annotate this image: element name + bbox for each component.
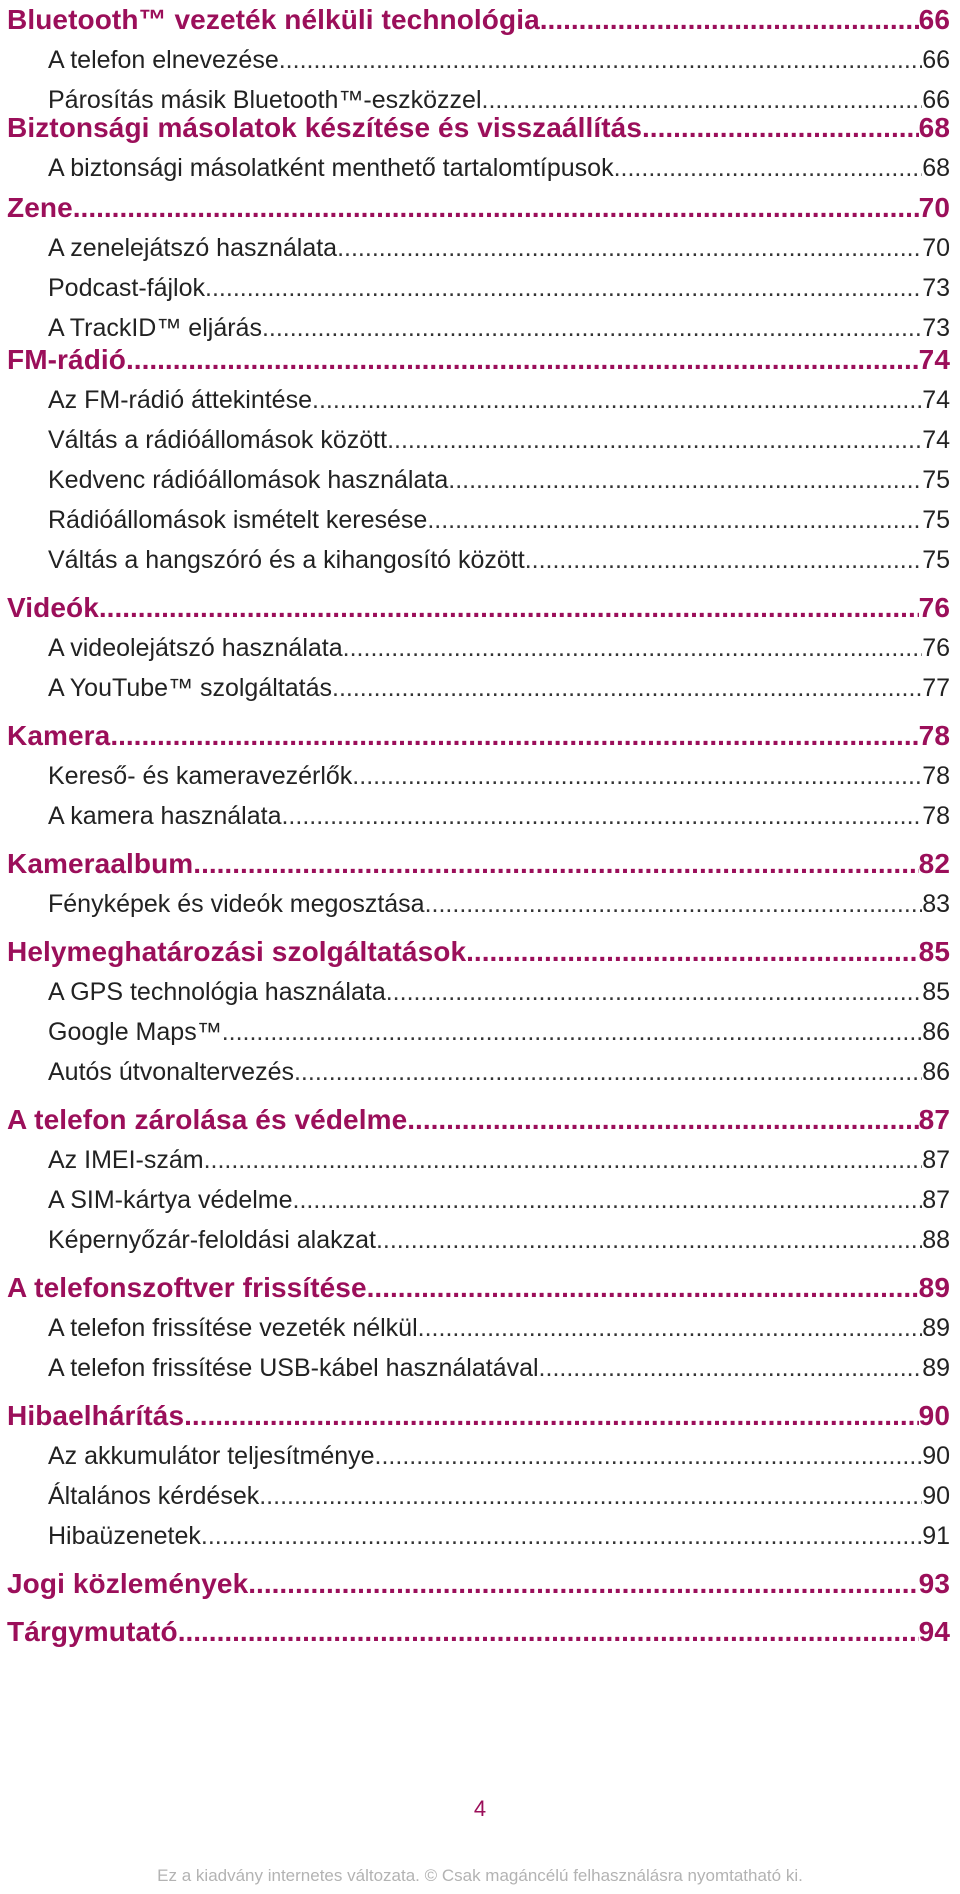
toc-chapter-entry[interactable]	[7, 1100, 950, 1140]
toc-entry-page: 83	[922, 890, 950, 918]
toc-entry-title: Jogi közlemények	[7, 1568, 249, 1599]
toc-entry-title: Váltás a hangszóró és a kihangosító között	[48, 546, 525, 574]
toc-entry-title: Kameraalbum	[7, 848, 194, 879]
toc-entry-page: 66	[918, 4, 950, 35]
toc-entry-page: 85	[918, 936, 950, 967]
dot-leader	[448, 460, 922, 500]
toc-section-entry[interactable]	[7, 668, 950, 708]
toc-entry-title: Általános kérdések	[48, 1482, 260, 1510]
toc-entry-title: Kereső- és kameravezérlők	[48, 762, 353, 790]
toc-entry-page: 75	[922, 466, 950, 494]
toc-entry-page: 73	[922, 274, 950, 302]
dot-leader	[205, 268, 922, 308]
dot-leader	[376, 1220, 922, 1260]
dot-leader	[466, 932, 918, 972]
dot-leader	[312, 380, 922, 420]
dot-leader	[222, 1012, 922, 1052]
toc-section-entry[interactable]	[7, 268, 950, 308]
dot-leader	[386, 972, 922, 1012]
footer-notice: Ez a kiadvány internetes változata. © Csak magáncélú felhasználásra nyomtatható ki.	[157, 1866, 803, 1885]
toc-section-entry[interactable]	[7, 228, 950, 268]
toc-entry-title: Rádióállomások ismételt keresése	[48, 506, 428, 534]
toc-entry-title: A telefon elnevezése	[48, 46, 279, 74]
dot-leader	[427, 500, 922, 540]
dot-leader	[99, 588, 919, 628]
toc-entry-page: 87	[922, 1186, 950, 1214]
toc-entry-page: 90	[918, 1400, 950, 1431]
dot-leader	[184, 1396, 918, 1436]
toc-entry-page: 76	[918, 592, 950, 623]
toc-entry-page: 73	[922, 314, 950, 342]
toc-section-entry[interactable]	[7, 1348, 950, 1388]
toc-entry-title: Zene	[7, 192, 73, 223]
dot-leader	[387, 420, 922, 460]
toc-entry-title: A telefon zárolása és védelme	[7, 1104, 408, 1135]
toc-section-entry[interactable]	[7, 1436, 950, 1476]
dot-leader	[293, 1180, 923, 1220]
toc-chapter-entry[interactable]	[7, 1612, 950, 1652]
toc-entry-title: Kamera	[7, 720, 111, 751]
dot-leader	[193, 844, 918, 884]
toc-entry-page: 68	[922, 154, 950, 182]
dot-leader	[332, 668, 922, 708]
toc-chapter-entry[interactable]	[7, 108, 950, 148]
toc-section-entry[interactable]	[7, 40, 950, 80]
toc-chapter-entry[interactable]	[7, 340, 950, 380]
toc-entry-page: 94	[918, 1616, 950, 1647]
toc-entry-title: Képernyőzár-feloldási alakzat	[48, 1226, 376, 1254]
toc-entry-title: A biztonsági másolatként menthető tartalomtípusok	[48, 154, 614, 182]
toc-entry-page: 90	[922, 1442, 950, 1470]
toc-section-entry[interactable]	[7, 1220, 950, 1260]
toc-chapter-entry[interactable]	[7, 716, 950, 756]
dot-leader	[178, 1612, 919, 1652]
toc-entry-page: 70	[918, 192, 950, 223]
toc-section-entry[interactable]	[7, 1140, 950, 1180]
toc-entry-page: 78	[922, 802, 950, 830]
dot-leader	[343, 628, 923, 668]
toc-chapter-entry[interactable]	[7, 1564, 950, 1604]
dot-leader	[294, 1052, 922, 1092]
toc-section-entry[interactable]	[7, 1476, 950, 1516]
toc-entry-page: 78	[918, 720, 950, 751]
toc-entry-title: Az akkumulátor teljesítménye	[48, 1442, 375, 1470]
toc-entry-title: Podcast-fájlok	[48, 274, 206, 302]
toc-entry-title: A telefon frissítése vezeték nélkül	[48, 1314, 418, 1342]
toc-section-entry[interactable]	[7, 1516, 950, 1556]
toc-entry-title: Hibaüzenetek	[48, 1522, 201, 1550]
toc-section-entry[interactable]	[7, 884, 950, 924]
toc-entry-page: 75	[922, 546, 950, 574]
toc-chapter-entry[interactable]	[7, 0, 950, 40]
toc-entry-title: Tárgymutató	[7, 1616, 178, 1647]
toc-entry-title: Az FM-rádió áttekintése	[48, 386, 312, 414]
toc-entry-page: 66	[922, 46, 950, 74]
toc-entry-title: Videók	[7, 592, 99, 623]
toc-section-entry[interactable]	[7, 1012, 950, 1052]
toc-section-entry[interactable]	[7, 796, 950, 836]
toc-section-entry[interactable]	[7, 500, 950, 540]
toc-entry-page: 66	[922, 86, 950, 114]
dot-leader	[126, 340, 919, 380]
dot-leader	[337, 228, 922, 268]
toc-section-entry[interactable]	[7, 972, 950, 1012]
toc-entry-page: 86	[922, 1018, 950, 1046]
toc-entry-page: 74	[922, 386, 950, 414]
dot-leader	[281, 796, 922, 836]
toc-entry-title: Biztonsági másolatok készítése és visszaállítás	[7, 112, 643, 143]
dot-leader	[539, 1348, 923, 1388]
toc-chapter-entry[interactable]	[7, 1396, 950, 1436]
toc-section-entry[interactable]	[7, 1308, 950, 1348]
toc-entry-page: 82	[918, 848, 950, 879]
toc-entry-title: Google Maps™	[48, 1018, 222, 1046]
toc-entry-title: A zenelejátszó használata	[48, 234, 338, 262]
toc-entry-page: 88	[922, 1226, 950, 1254]
toc-entry-page: 87	[918, 1104, 950, 1135]
toc-chapter-entry[interactable]	[7, 188, 950, 228]
toc-entry-page: 89	[922, 1354, 950, 1382]
toc-entry-title: A telefon frissítése USB-kábel használatával	[48, 1354, 539, 1382]
toc-entry-page: 76	[922, 634, 950, 662]
toc-entry-title: Bluetooth™ vezeték nélküli technológia	[7, 4, 540, 35]
dot-leader	[375, 1436, 923, 1476]
toc-entry-title: Hibaelhárítás	[7, 1400, 185, 1431]
toc-entry-page: 89	[922, 1314, 950, 1342]
toc-entry-page: 86	[922, 1058, 950, 1086]
toc-section-entry[interactable]	[7, 540, 950, 580]
toc-entry-title: Kedvenc rádióállomások használata	[48, 466, 449, 494]
toc-entry-title: A videolejátszó használata	[48, 634, 343, 662]
toc-chapter-entry[interactable]	[7, 1268, 950, 1308]
toc-entry-title: A kamera használata	[48, 802, 282, 830]
toc-entry-title: Helymeghatározási szolgáltatások	[7, 936, 467, 967]
toc-section-entry[interactable]	[7, 1052, 950, 1092]
dot-leader	[614, 148, 923, 188]
toc-entry-title: A SIM-kártya védelme	[48, 1186, 293, 1214]
dot-leader	[540, 0, 919, 40]
toc-section-entry[interactable]	[7, 756, 950, 796]
toc-chapter-entry[interactable]	[7, 588, 950, 628]
toc-chapter-entry[interactable]	[7, 844, 950, 884]
toc-entry-title: Fényképek és videók megosztása	[48, 890, 425, 918]
toc-entry-title: A TrackID™ eljárás	[48, 314, 262, 342]
toc-entry-page: 91	[922, 1522, 950, 1550]
dot-leader	[367, 1268, 919, 1308]
toc-entry-page: 77	[922, 674, 950, 702]
toc-entry-page: 74	[918, 344, 950, 375]
toc-entry-page: 78	[922, 762, 950, 790]
toc-entry-page: 93	[918, 1568, 950, 1599]
toc-entry-title: Autós útvonaltervezés	[48, 1058, 294, 1086]
toc-entry-page: 70	[922, 234, 950, 262]
toc-entry-page: 68	[918, 112, 950, 143]
dot-leader	[352, 756, 922, 796]
page-number: 4	[473, 1796, 487, 1821]
toc-section-entry[interactable]	[7, 460, 950, 500]
toc-entry-page: 89	[918, 1272, 950, 1303]
toc-section-entry[interactable]	[7, 380, 950, 420]
dot-leader	[248, 1564, 918, 1604]
dot-leader	[425, 884, 923, 924]
dot-leader	[259, 1476, 922, 1516]
toc-section-entry[interactable]	[7, 1180, 950, 1220]
dot-leader	[642, 108, 919, 148]
toc-chapter-entry[interactable]	[7, 932, 950, 972]
toc-entry-title: Váltás a rádióállomások között	[48, 426, 388, 454]
dot-leader	[279, 40, 922, 80]
toc-entry-page: 75	[922, 506, 950, 534]
toc-entry-page: 85	[922, 978, 950, 1006]
toc-entry-title: A YouTube™ szolgáltatás	[48, 674, 332, 702]
dot-leader	[525, 540, 923, 580]
dot-leader	[204, 1140, 923, 1180]
toc-section-entry[interactable]	[7, 420, 950, 460]
toc-entry-title: A GPS technológia használata	[48, 978, 386, 1006]
toc-section-entry[interactable]	[7, 628, 950, 668]
dot-leader	[407, 1100, 918, 1140]
dot-leader	[73, 188, 919, 228]
toc-entry-title: A telefonszoftver frissítése	[7, 1272, 367, 1303]
dot-leader	[110, 716, 918, 756]
toc-entry-page: 87	[922, 1146, 950, 1174]
toc-entry-title: Párosítás másik Bluetooth™-eszközzel	[48, 86, 482, 114]
dot-leader	[201, 1516, 922, 1556]
toc-entry-page: 90	[922, 1482, 950, 1510]
toc-entry-page: 74	[922, 426, 950, 454]
toc-section-entry[interactable]	[7, 148, 950, 188]
dot-leader	[418, 1308, 923, 1348]
toc-entry-title: Az IMEI-szám	[48, 1146, 204, 1174]
toc-entry-title: FM-rádió	[7, 344, 127, 375]
